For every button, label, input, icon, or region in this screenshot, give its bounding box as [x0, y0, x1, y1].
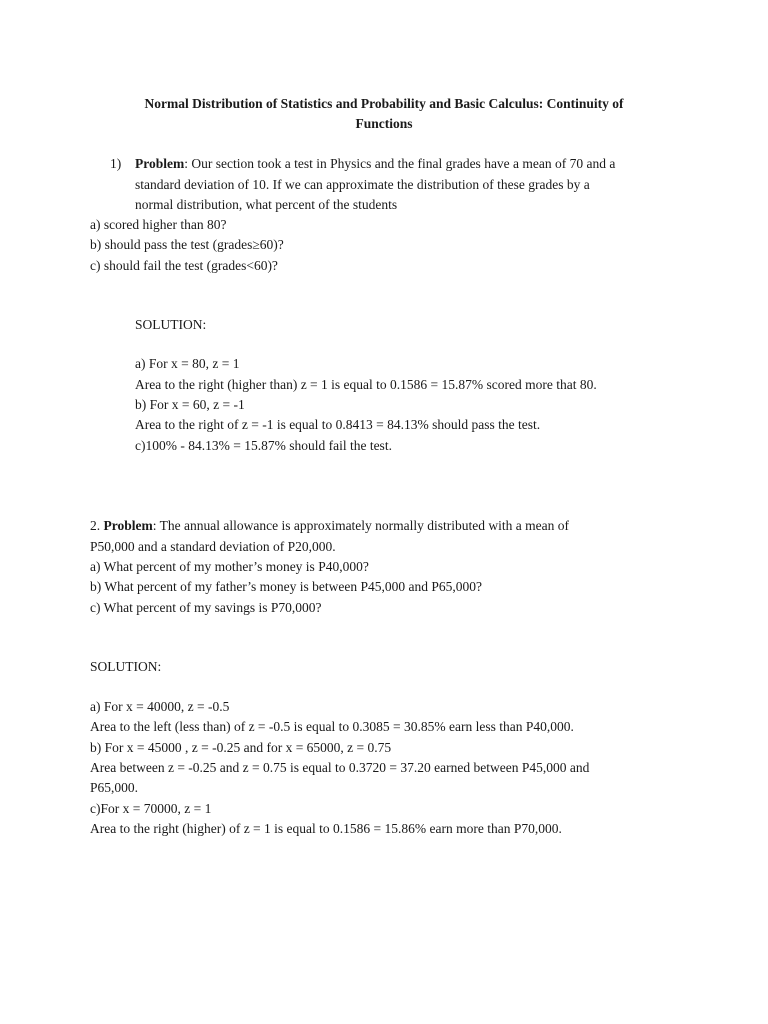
problem1-intro-text: : Our section took a test in Physics and the final grades have a mean of 70 and a [184, 156, 616, 171]
problem2-question-b: b) What percent of my father’s money is between P45,000 and P65,000? [90, 579, 483, 594]
problem2-solution-line: Area to the right (higher) of z = 1 is equal to 0.1586 = 15.86% earn more than P70,000. [90, 821, 562, 836]
problem1-label: Problem [135, 156, 185, 171]
problem2-solution-line: a) For x = 40000, z = -0.5 [90, 699, 230, 714]
problem1-question-a: a) scored higher than 80? [90, 217, 227, 232]
problem1-intro [135, 154, 615, 174]
problem1-intro-line2: standard deviation of 10. If we can approximate the distribution of these grades by a [135, 177, 590, 192]
problem1-intro-line3: normal distribution, what percent of the students [135, 197, 398, 212]
problem2-question-c: c) What percent of my savings is P70,000? [90, 600, 322, 615]
title-line-1: Normal Distribution of Statistics and Probability and Basic Calculus: Continuity of [144, 96, 624, 111]
problem2-intro [90, 516, 569, 536]
problem2-number: 2. [90, 518, 101, 533]
problem1-solution-heading: SOLUTION: [135, 317, 207, 332]
problem2-question-a: a) What percent of my mother’s money is P40,000? [90, 559, 369, 574]
problem2-intro-text: : The annual allowance is approximately normally distributed with a mean of [152, 518, 570, 533]
problem1-solution-line: c)100% - 84.13% = 15.87% should fail the test. [135, 438, 392, 453]
problem2-solution-line: c)For x = 70000, z = 1 [90, 801, 212, 816]
problem1-number: 1) [110, 156, 122, 171]
problem1-solution-line: Area to the right (higher than) z = 1 is equal to 0.1586 = 15.87% scored more that 80. [135, 377, 597, 392]
problem2-solution-line: Area between z = -0.25 and z = 0.75 is equal to 0.3720 = 37.20 earned between P45,000 and [90, 760, 590, 775]
problem1-question-c: c) should fail the test (grades<60)? [90, 258, 278, 273]
title-line-2: Functions [355, 116, 413, 131]
problem2-solution-heading: SOLUTION: [90, 659, 162, 674]
problem1-solution-line: b) For x = 60, z = -1 [135, 397, 245, 412]
document-title [90, 94, 678, 134]
problem1-question-b: b) should pass the test (grades≥60)? [90, 237, 284, 252]
problem1-solution-line: Area to the right of z = -1 is equal to 0.8413 = 84.13% should pass the test. [135, 417, 541, 432]
problem1-solution-line: a) For x = 80, z = 1 [135, 356, 240, 371]
problem2-label: Problem [103, 518, 153, 533]
problem2-solution-line: b) For x = 45000 , z = -0.25 and for x = 65000, z = 0.75 [90, 740, 392, 755]
problem2-solution-line: Area to the left (less than) of z = -0.5 is equal to 0.3085 = 30.85% earn less than P40,000. [90, 719, 574, 734]
problem2-solution-line: P65,000. [90, 780, 139, 795]
problem2-intro-line2: P50,000 and a standard deviation of P20,000. [90, 539, 336, 554]
